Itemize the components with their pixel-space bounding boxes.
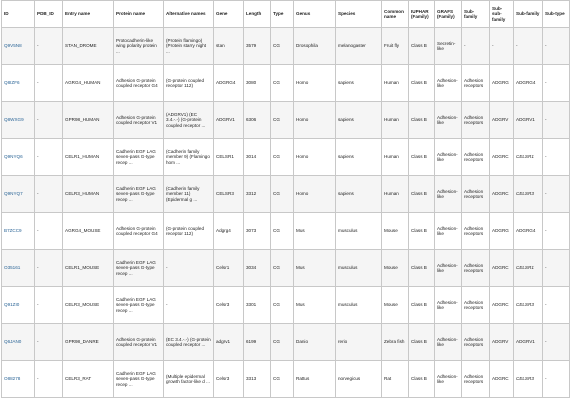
row-id-link[interactable]: B7ZCC9 [4,228,22,234]
cell-common-name: Human [382,102,409,139]
header-row [2,1,570,28]
cell-sub-family: Adhesion receptors [462,324,490,361]
cell-species: sapiens [336,176,382,213]
cell-length: 3579 [244,28,271,65]
column-header-protein-name[interactable]: Protein name [114,1,164,28]
cell-length: 6306 [244,102,271,139]
table-row [2,287,570,324]
cell-protein-name: Protocadherin-like wing polarity protein ... [114,28,164,65]
cell-sub-type: - [543,287,570,324]
cell-entry-name: CELR1_MOUSE [63,250,114,287]
row-id-link[interactable]: Q6JAN0 [4,339,22,345]
cell-grafs: Adhesion-like [435,324,462,361]
column-header-id[interactable]: ID [2,1,35,28]
cell-grafs: Adhesion-like [435,213,462,250]
cell-sub-family-2: ADGRG4 [514,213,543,250]
table-row [2,28,570,65]
cell-iuphar: Class B [409,213,435,250]
cell-type: CG [271,361,294,398]
table-row [2,139,570,176]
column-header-sub-type[interactable]: Sub-type [543,1,570,28]
cell-protein-name: Cadherin EGF LAG seven-pass G-type recep ... [114,176,164,213]
cell-length: 3312 [244,176,271,213]
cell-genus: Rattus [294,361,336,398]
cell-protein-name: Adhesion G-protein coupled receptor V1 [114,324,164,361]
cell-iuphar: Class B [409,28,435,65]
cell-type: CG [271,287,294,324]
cell-pdb-id: - [35,65,63,102]
column-header-entry-name[interactable]: Entry name [63,1,114,28]
row-id-link[interactable]: Q9NYQ6 [4,154,23,160]
table-row [2,361,570,398]
cell-sub-family: Adhesion receptors [462,65,490,102]
cell-type: CG [271,176,294,213]
cell-sub-sub-family: ADGRC [490,250,514,287]
cell-genus: Homo [294,65,336,102]
cell-pdb-id: - [35,139,63,176]
cell-species: rerio [336,324,382,361]
cell-common-name: Mouse [382,250,409,287]
cell-iuphar: Class B [409,176,435,213]
cell-genus: Homo [294,102,336,139]
receptor-table [1,0,570,398]
cell-sub-family-2: CELSR3 [514,361,543,398]
cell-pdb-id: - [35,361,63,398]
cell-sub-family-2: CELSR1 [514,250,543,287]
row-id-link[interactable]: Q8IZF6 [4,80,20,86]
cell-sub-type: - [543,361,570,398]
cell-grafs: Adhesion-like [435,102,462,139]
cell-entry-name: CELR3_HUMAN [63,176,114,213]
column-header-alternative-names[interactable]: Alternative names [164,1,214,28]
cell-type: CG [271,250,294,287]
cell-length: 3014 [244,139,271,176]
cell-length: 6199 [244,324,271,361]
row-id-link[interactable]: Q9NYQ7 [4,191,23,197]
table-row [2,176,570,213]
cell-iuphar: Class B [409,287,435,324]
cell-genus: Drosophila [294,28,336,65]
cell-pdb-id: - [35,213,63,250]
cell-common-name: Mouse [382,213,409,250]
cell-sub-family: Adhesion receptors [462,139,490,176]
cell-sub-type: - [543,213,570,250]
column-header-length[interactable]: Length [244,1,271,28]
cell-species: melanogaster [336,28,382,65]
cell-species: musculus [336,213,382,250]
cell-sub-type: - [543,324,570,361]
cell-sub-type: - [543,176,570,213]
cell-pdb-id: - [35,176,63,213]
row-id-link[interactable]: Q91ZI0 [4,302,20,308]
cell-sub-sub-family: ADGRC [490,287,514,324]
cell-length: 3313 [244,361,271,398]
cell-sub-sub-family: - [490,28,514,65]
cell-type: CG [271,213,294,250]
cell-length: 3073 [244,213,271,250]
cell-entry-name: AGRG4_MOUSE [63,213,114,250]
column-header-pdb-id[interactable]: PDB_ID [35,1,63,28]
cell-grafs: Adhesion-like [435,287,462,324]
cell-common-name: Human [382,139,409,176]
column-header-iuphar[interactable]: IUPHAR (Family) [409,1,435,28]
row-id-link[interactable]: Q8WXG9 [4,117,24,123]
cell-sub-family: Adhesion receptors [462,176,490,213]
cell-iuphar: Class B [409,250,435,287]
cell-sub-sub-family: ADGRG [490,65,514,102]
cell-sub-family: Adhesion receptors [462,102,490,139]
column-header-sub-family-2[interactable]: Sub-family [514,1,543,28]
cell-common-name: Mouse [382,287,409,324]
cell-gene: ADGRG4 [214,65,244,102]
table-row [2,102,570,139]
cell-alternative-names: (EC 3.4.-.-) (G-protein coupled receptor ... [164,324,214,361]
cell-protein-name: Cadherin EGF LAG seven-pass G-type recep ... [114,139,164,176]
cell-gene: Celsr3 [214,287,244,324]
cell-grafs: Adhesion-like [435,361,462,398]
column-header-genus[interactable]: Genus [294,1,336,28]
cell-sub-family-2: CELSR3 [514,287,543,324]
column-header-gene[interactable]: Gene [214,1,244,28]
cell-protein-name: Adhesion G-protein coupled receptor G4 [114,65,164,102]
cell-sub-family: - [462,28,490,65]
cell-protein-name: Adhesion G-protein coupled receptor V1 [114,102,164,139]
cell-sub-family: Adhesion receptors [462,213,490,250]
cell-alternative-names: - [164,287,214,324]
cell-sub-family-2: ADGRV1 [514,102,543,139]
cell-alternative-names: (G-protein coupled receptor 112) [164,213,214,250]
cell-gene: Celsr3 [214,361,244,398]
cell-sub-family-2: - [514,28,543,65]
cell-iuphar: Class B [409,361,435,398]
cell-pdb-id: - [35,28,63,65]
cell-grafs: Adhesion-like [435,176,462,213]
cell-species: sapiens [336,139,382,176]
cell-species: sapiens [336,102,382,139]
cell-type: CG [271,324,294,361]
cell-sub-family-2: CELSR1 [514,139,543,176]
cell-common-name: Zebra fish [382,324,409,361]
cell-length: 3080 [244,65,271,102]
cell-protein-name: Cadherin EGF LAG seven-pass G-type recep ... [114,361,164,398]
cell-sub-family-2: CELSR3 [514,176,543,213]
cell-gene: Celsr1 [214,250,244,287]
cell-sub-type: - [543,65,570,102]
cell-entry-name: AGRG4_HUMAN [63,65,114,102]
cell-type: CG [271,139,294,176]
cell-length: 3301 [244,287,271,324]
column-header-common-name[interactable]: Common name [382,1,409,28]
cell-sub-type: - [543,250,570,287]
cell-protein-name: Cadherin EGF LAG seven-pass G-type recep ... [114,287,164,324]
cell-genus: Mus [294,213,336,250]
column-header-species[interactable]: Species [336,1,382,28]
cell-sub-family: Adhesion receptors [462,287,490,324]
cell-grafs: Adhesion-like [435,139,462,176]
cell-grafs: Adhesion-like [435,65,462,102]
cell-common-name: Rat [382,361,409,398]
cell-iuphar: Class B [409,324,435,361]
cell-entry-name: GPR98_HUMAN [63,102,114,139]
cell-gene: CELSR1 [214,139,244,176]
table-row [2,65,570,102]
cell-sub-sub-family: ADGRC [490,361,514,398]
cell-entry-name: CELR3_MOUSE [63,287,114,324]
cell-sub-family-2: ADGRV1 [514,324,543,361]
row-id-link[interactable]: O35161 [4,265,21,271]
cell-sub-sub-family: ADGRC [490,176,514,213]
cell-genus: Mus [294,250,336,287]
cell-genus: Homo [294,139,336,176]
cell-common-name: Human [382,65,409,102]
column-header-grafs[interactable]: GRAFS (Family) [435,1,462,28]
cell-common-name: Human [382,176,409,213]
cell-pdb-id: - [35,287,63,324]
table-row [2,324,570,361]
cell-sub-sub-family: ADGRV [490,324,514,361]
cell-iuphar: Class B [409,139,435,176]
cell-gene: stan [214,28,244,65]
table-row [2,213,570,250]
cell-alternative-names: - [164,250,214,287]
cell-alternative-names: (ADGRV1) (EC 3.4.-.-) (G-protein coupled receptor ... [164,102,214,139]
cell-genus: Mus [294,287,336,324]
cell-alternative-names: (Cadherin family member 11) (Epidermal g ... [164,176,214,213]
cell-alternative-names: (Multiple epidermal growth factor-like d ... [164,361,214,398]
cell-species: norvegicus [336,361,382,398]
column-header-sub-family[interactable]: Sub-family [462,1,490,28]
cell-type: CG [271,65,294,102]
cell-sub-family-2: ADGRG4 [514,65,543,102]
column-header-type[interactable]: Type [271,1,294,28]
cell-iuphar: Class B [409,102,435,139]
cell-sub-type: - [543,28,570,65]
cell-species: musculus [336,287,382,324]
cell-pdb-id: - [35,102,63,139]
cell-sub-family: Adhesion receptors [462,361,490,398]
cell-gene: Adgrg4 [214,213,244,250]
cell-type: CG [271,102,294,139]
cell-pdb-id: - [35,250,63,287]
table-row [2,250,570,287]
cell-grafs: Adhesion-like [435,250,462,287]
cell-sub-sub-family: ADGRV [490,102,514,139]
cell-entry-name: GPR98_DANRE [63,324,114,361]
cell-entry-name: CELR1_HUMAN [63,139,114,176]
column-header-sub-sub-family[interactable]: Sub-sub-family [490,1,514,28]
cell-protein-name: Cadherin EGF LAG seven-pass G-type recep ... [114,250,164,287]
cell-alternative-names: (Protein flamingo) (Protein starry night ... [164,28,214,65]
cell-genus: Danio [294,324,336,361]
cell-type: CG [271,28,294,65]
cell-sub-type: - [543,102,570,139]
cell-common-name: Fruit fly [382,28,409,65]
cell-protein-name: Adhesion G-protein coupled receptor G4 [114,213,164,250]
cell-sub-type: - [543,139,570,176]
cell-gene: adgrv1 [214,324,244,361]
cell-gene: ADGRV1 [214,102,244,139]
cell-sub-sub-family: ADGRG [490,213,514,250]
cell-entry-name: STAN_DROME [63,28,114,65]
cell-iuphar: Class B [409,65,435,102]
cell-entry-name: CELR3_RAT [63,361,114,398]
cell-alternative-names: (G-protein coupled receptor 112) [164,65,214,102]
row-id-link[interactable]: Q9V5N8 [4,43,22,49]
cell-sub-sub-family: ADGRC [490,139,514,176]
cell-grafs: Secretin-like [435,28,462,65]
cell-pdb-id: - [35,324,63,361]
cell-species: musculus [336,250,382,287]
cell-length: 3034 [244,250,271,287]
cell-species: sapiens [336,65,382,102]
cell-genus: Homo [294,176,336,213]
row-id-link[interactable]: O88278 [4,376,21,382]
cell-alternative-names: (Cadherin family member 9) (Flamingo hom ... [164,139,214,176]
cell-gene: CELSR3 [214,176,244,213]
cell-sub-family: Adhesion receptors [462,250,490,287]
